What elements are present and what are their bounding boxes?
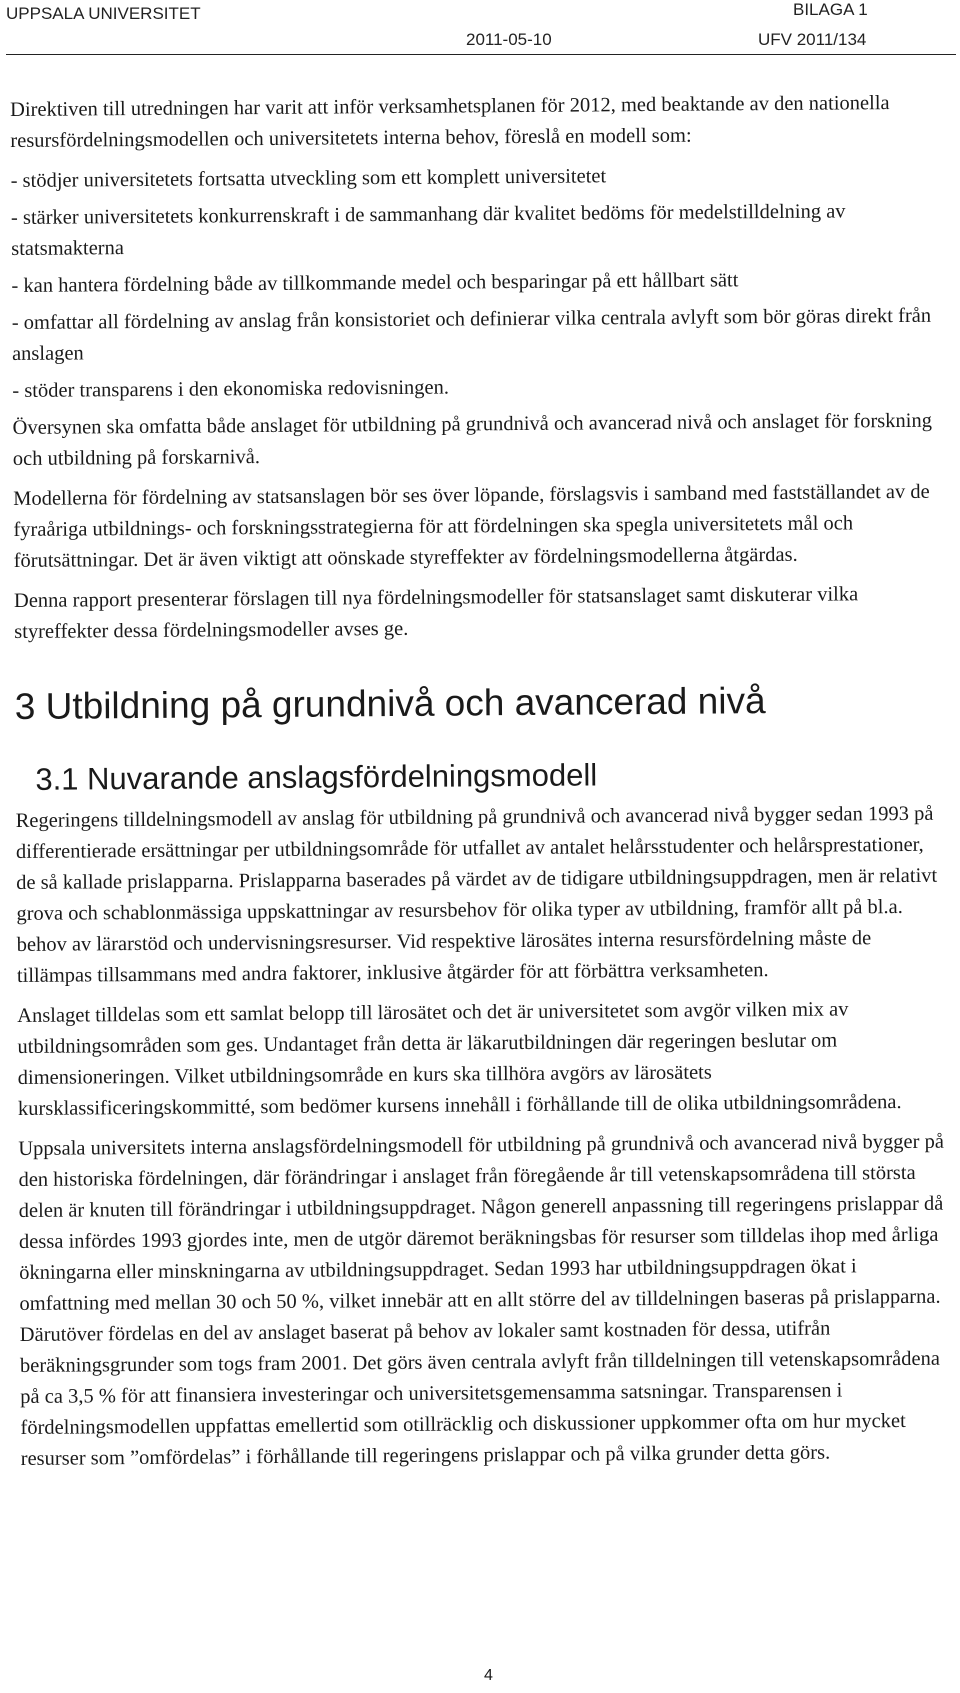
subsection-heading: 3.1 Nuvarande anslagsfördelningsmodell xyxy=(35,757,598,797)
body-paragraph: Denna rapport presenterar förslagen till nya fördelningsmodeller för statsanslaget samt diskuterar vilka styreffekter dessa fördelningsmodeller avses ge. xyxy=(13,583,859,643)
body-paragraph: Uppsala universitets interna anslagsfördelningsmodell för utbildning på grundnivå och avancerad nivå bygger på den historiska fördelningen, där förändringar i anslaget från föregående år till vetenskapsområdena till största delen är knuten till förändringar i utbildningsuppdraget. Någon generell anpassning till regeringens prislappar då dessa infördes 1993 gjordes inte, men de utgör däremot beräkningsbas för resurser som tilldelas ihop med årliga ökningarna eller minskningarna av utbildningsuppdraget. Sedan 1993 har utbildningsuppdragen ökat i omfattning med mellan 30 och 50 %, vilket innebär att en allt större del av tilldelningen baseras på prislapparna. Därutöver fördelas en del av anslaget baserat på behov av lokaler samt kostnaden för dessa, utifrån beräkningsgrunder som togs fram 2001. Det görs även centrala avlyft från tilldelningen till vetenskapsområdena på ca 3,5 % för att finansiera investeringar och universitetsgemensamma satsningar. Transparensen i fördelningsmodellen uppfattas emellertid som otillräcklig och diskussioner uppkommer ofta om hur mycket resurser som ”omfördelas” i förhållande till regeringens prislappar och på vilka grunder detta görs. xyxy=(18,1130,944,1470)
bullet-item: - kan hantera fördelning både av tillkommande medel och besparingar på ett hållbart sätt xyxy=(11,269,739,297)
annex-label: BILAGA 1 xyxy=(793,0,868,19)
header-divider xyxy=(6,54,956,55)
bullet-item: - stödjer universitetets fortsatta utveckling som ett komplett universitetet xyxy=(10,165,607,192)
university-name: UPPSALA UNIVERSITET xyxy=(6,4,201,23)
section-heading: 3 Utbildning på grundnivå och avancerad nivå xyxy=(14,680,766,727)
page-number: 4 xyxy=(484,1667,493,1684)
bullet-item: - stärker universitetets konkurrenskraft i de sammanhang där kvalitet bedöms för medelstilldelning av statsmakterna xyxy=(10,200,846,260)
document-date: 2011-05-10 xyxy=(466,30,552,49)
body-paragraph: Modellerna för fördelning av statsanslagen bör ses över löpande, förslagsvis i samband med fastställandet av de fyraåriga utbildnings- och forskningsstrategierna för att fördelningen ska spegla universitetets mål och förutsättningar. Det är även viktigt att oönskade styreffekter av fördelningsmodellerna åtgärdas. xyxy=(13,480,930,572)
body-paragraph: Anslaget tilldelas som ett samlat belopp till lärosätet och det är universitetet som avgör vilken mix av utbildningsområden som ges. Undantaget från detta är läkarutbildningen där regeringen beslutar om dimensioneringen. Vilket utbildningsområde en kurs ska tillhöra avgörs av lärosätets kursklassificeringskommitté, som bedömer kursens innehåll i förhållande till de olika utbildningsområdena. xyxy=(17,998,902,1120)
document-reference: UFV 2011/134 xyxy=(758,30,867,49)
body-paragraph: Regeringens tilldelningsmodell av anslag för utbildning på grundnivå och avancerad nivå bygger sedan 1993 på differentierade ersättningar per utbildningsområde för utfallet av antalet helårsstudenter och helårsprestationer, de så kallade prislapparna. Prislapparna baserades på värdet av de tidigare utbildningsuppdragen, men är relativt grova och schablonmässiga uppskattningar av resursbehov för olika typer av utbildning, framför allt på bl.a. behov av lärarstöd och undervisningsresurser. Vid respektive lärosätes interna resursfördelning måste de tillämpas tillsammans med andra faktorer, inklusive åtgärder för att förbättra verksamheten. xyxy=(15,802,938,987)
intro-paragraph: Direktiven till utredningen har varit att inför verksamhetsplanen för 2012, med beaktande av den nationella resursfördelningsmodellen och universitetets interna behov, föreslå en modell som: xyxy=(10,92,890,152)
bullet-item: - stöder transparens i den ekonomiska redovisningen. xyxy=(12,376,450,402)
document-body xyxy=(10,88,951,1484)
body-paragraph: Översynen ska omfatta både anslaget för utbildning på grundnivå och avancerad nivå och anslaget för forskning och utbildning på forskarnivå. xyxy=(12,409,933,470)
bullet-item: - omfattar all fördelning av anslag från konsistoriet och definierar vilka centrala avlyft som bör göras direkt från anslagen xyxy=(11,304,932,365)
page-header xyxy=(0,0,960,60)
